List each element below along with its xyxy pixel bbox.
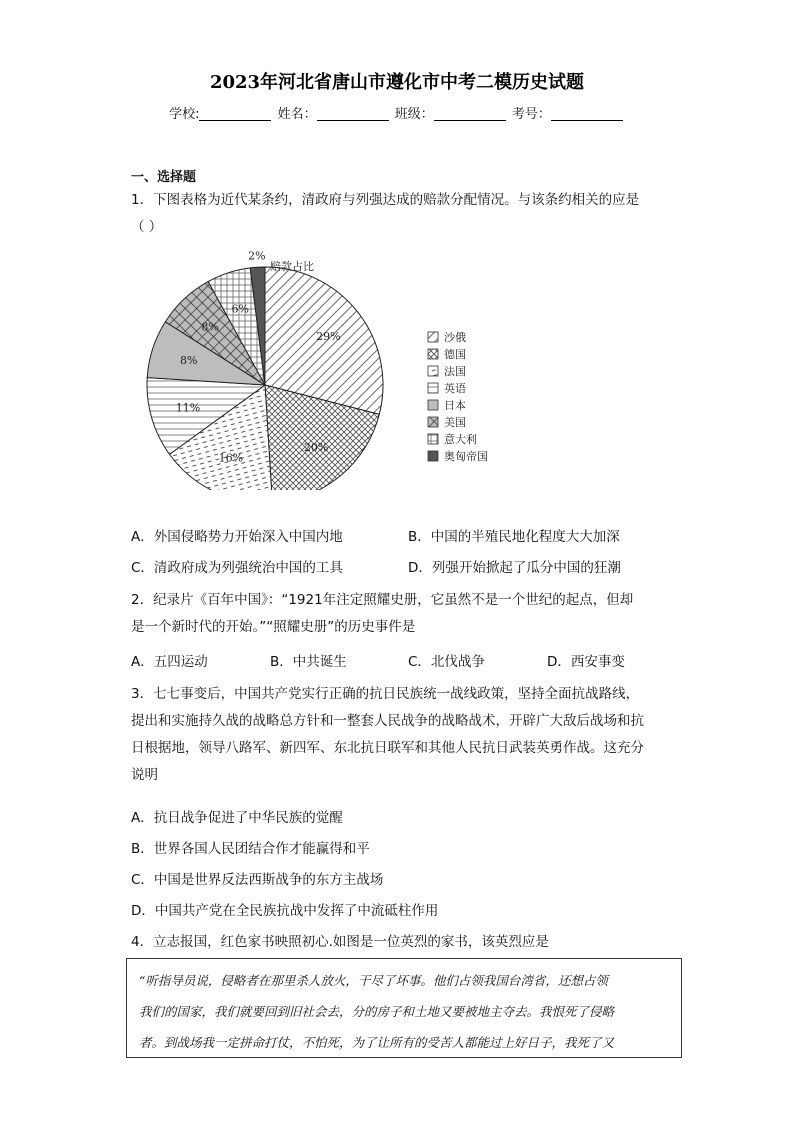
pie-data-label: 2%: [248, 249, 266, 263]
q3-stem-line: 日根据地，领导八路军、新四军、东北抗日联军和其他人民抗日武装英勇作战。这充分: [131, 740, 644, 756]
q1-stem-line: 1．下图表格为近代某条约，清政府与列强达成的赔款分配情况。与该条约相关的应是: [131, 192, 640, 208]
letter-line: 者。到战场我一定拼命打仗，不怕死，为了让所有的受苦人都能过上好日子，我死了又: [139, 1035, 615, 1050]
legend-swatch: [428, 417, 438, 427]
q3-stem-line: 说明: [131, 767, 158, 783]
pie-data-label: 8%: [179, 354, 198, 368]
chart-title: 赔款占比: [270, 260, 314, 273]
student-info-row: [0, 103, 794, 122]
q3-stem-line: 3．七七事变后，中国共产党实行正确的抗日民族统一战线政策，坚持全面抗战路线，: [131, 686, 640, 702]
q2-stem-line: 是一个新时代的开始。”“照耀史册”的历史事件是: [131, 619, 416, 635]
pie-data-label: 6%: [231, 302, 249, 316]
q2-option-c[interactable]: C．北伐战争: [408, 654, 485, 670]
reparations-pie-chart: [140, 240, 540, 490]
pie-data-label: 8%: [201, 320, 219, 334]
q3-option-a[interactable]: A．抗日战争促进了中华民族的觉醒: [131, 810, 343, 826]
q1-option-d[interactable]: D．列强开始掀起了瓜分中国的狂潮: [408, 560, 621, 576]
q1-stem: [131, 187, 671, 241]
class-label: 班级：: [394, 107, 434, 122]
legend-swatch: [428, 349, 438, 359]
q2-stem: [131, 587, 671, 641]
class-blank[interactable]: [434, 106, 506, 121]
legend-swatch: [428, 451, 438, 461]
legend-label: 日本: [444, 399, 466, 412]
legend-label: 奥匈帝国: [444, 450, 488, 463]
letter-line: “听指导员说，侵略者在那里杀人放火，干尽了坏事。他们占领我国台湾省，还想占领: [139, 973, 608, 988]
legend-label: 德国: [444, 348, 466, 361]
school-blank[interactable]: [199, 106, 271, 121]
q3-option-c[interactable]: C．中国是世界反法西斯战争的东方主战场: [131, 872, 384, 888]
q4-stem: 4．立志报国，红色家书映照初心.如图是一位英烈的家书，该英烈应是: [131, 934, 549, 950]
section-title: 一、选择题: [131, 170, 197, 185]
pie-data-label: 29%: [316, 329, 341, 343]
legend-swatch: [428, 366, 438, 376]
pie-data-label: 20%: [303, 440, 329, 454]
legend-label: 法国: [444, 365, 466, 378]
legend-swatch: [428, 434, 438, 444]
legend-label: 英语: [444, 382, 466, 395]
q2-option-b[interactable]: B．中共诞生: [270, 654, 347, 670]
q3-option-d[interactable]: D．中国共产党在全民族抗战中发挥了中流砥柱作用: [131, 903, 439, 919]
name-blank[interactable]: [317, 106, 389, 121]
q3-option-b[interactable]: B．世界各国人民团结合作才能赢得和平: [131, 841, 370, 857]
q2-option-d[interactable]: D．西安事变: [547, 654, 625, 670]
q1-option-b[interactable]: B．中国的半殖民地化程度大大加深: [408, 529, 620, 545]
q3-stem: [131, 681, 671, 789]
legend-swatch: [428, 332, 438, 342]
legend-label: 沙俄: [444, 331, 466, 344]
q1-stem-line: （ ）: [131, 219, 163, 235]
number-blank[interactable]: [551, 106, 623, 121]
exam-title: 2023年河北省唐山市遵化市中考二模历史试题: [209, 72, 585, 93]
pie-chart-svg: [140, 240, 540, 490]
pie-data-label: 11%: [175, 401, 201, 415]
q2-option-a[interactable]: A．五四运动: [131, 654, 208, 670]
q1-option-c[interactable]: C．清政府成为列强统治中国的工具: [131, 560, 343, 576]
legend-label: 美国: [444, 416, 466, 429]
name-label: 姓名：: [277, 107, 317, 122]
letter-line: 我们的国家，我们就要回到旧社会去，分的房子和土地又要被地主夺去。我恨死了侵略: [139, 1004, 615, 1019]
q1-option-a[interactable]: A．外国侵略势力开始深入中国内地: [131, 529, 343, 545]
family-letter-box: [126, 958, 682, 1058]
legend-swatch: [428, 383, 438, 393]
q2-stem-line: 2．纪录片《百年中国》：“1921年注定照耀史册，它虽然不是一个世纪的起点，但却: [131, 592, 634, 608]
legend-label: 意大利: [444, 433, 477, 446]
legend-swatch: [428, 400, 438, 410]
q3-stem-line: 提出和实施持久战的战略总方针和一整套人民战争的战略战术，开辟广大敌后战场和抗: [131, 713, 644, 729]
number-label: 考号：: [511, 107, 551, 122]
pie-data-label: 16%: [218, 451, 244, 465]
school-label: 学校:: [169, 107, 200, 122]
